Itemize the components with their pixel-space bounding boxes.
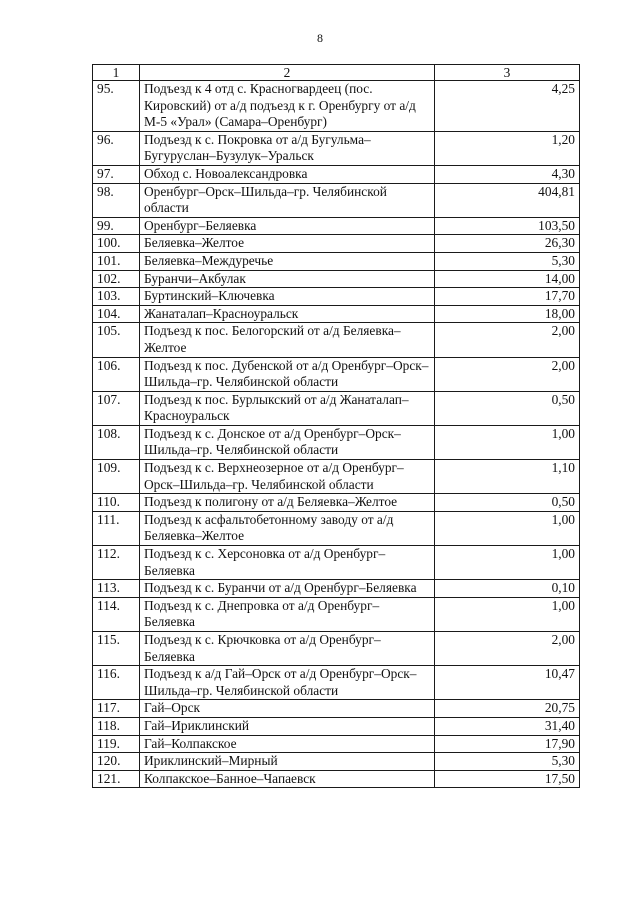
length-cell: 31,40 [435, 717, 580, 735]
row-number-cell: 103. [93, 288, 140, 306]
table-row [93, 753, 580, 771]
row-number-cell: 95. [93, 81, 140, 132]
road-name-cell: Подъезд к 4 отд с. Красногвардеец (пос. Кировский) от а/д подъезд к г. Оренбургу от а/д М-5 «Урал» (Самара–Оренбург) [140, 81, 435, 132]
length-cell: 103,50 [435, 217, 580, 235]
row-number-cell: 118. [93, 717, 140, 735]
road-name-cell: Оренбург–Орск–Шильда–гр. Челябинской области [140, 183, 435, 217]
length-cell: 1,00 [435, 546, 580, 580]
row-number-cell: 116. [93, 666, 140, 700]
table-row [93, 323, 580, 357]
length-cell: 20,75 [435, 700, 580, 718]
length-cell: 26,30 [435, 235, 580, 253]
row-number-cell: 107. [93, 391, 140, 425]
table-row [93, 165, 580, 183]
row-number-cell: 98. [93, 183, 140, 217]
road-name-cell: Жанаталап–Красноуральск [140, 305, 435, 323]
length-cell: 2,00 [435, 357, 580, 391]
table-row [93, 131, 580, 165]
road-name-cell: Подъезд к пос. Бурлыкский от а/д Жанаталап–Красноуральск [140, 391, 435, 425]
table-row [93, 425, 580, 459]
road-name-cell: Гай–Орск [140, 700, 435, 718]
road-name-cell: Буртинский–Ключевка [140, 288, 435, 306]
length-cell: 1,10 [435, 460, 580, 494]
row-number-cell: 105. [93, 323, 140, 357]
length-cell: 4,30 [435, 165, 580, 183]
length-cell: 404,81 [435, 183, 580, 217]
row-number-cell: 106. [93, 357, 140, 391]
row-number-cell: 121. [93, 770, 140, 788]
road-name-cell: Гай–Колпакское [140, 735, 435, 753]
row-number-cell: 115. [93, 632, 140, 666]
length-cell: 10,47 [435, 666, 580, 700]
row-number-cell: 111. [93, 511, 140, 545]
row-number-cell: 114. [93, 597, 140, 631]
table-row [93, 81, 580, 132]
table-row [93, 270, 580, 288]
length-cell: 0,10 [435, 580, 580, 598]
table-row [93, 305, 580, 323]
table-row [93, 494, 580, 512]
length-cell: 0,50 [435, 391, 580, 425]
length-cell: 4,25 [435, 81, 580, 132]
road-name-cell: Беляевка–Междуречье [140, 252, 435, 270]
length-cell: 17,90 [435, 735, 580, 753]
table-row [93, 183, 580, 217]
table-row [93, 632, 580, 666]
length-cell: 0,50 [435, 494, 580, 512]
length-cell: 18,00 [435, 305, 580, 323]
road-name-cell: Подъезд к с. Крючковка от а/д Оренбург–Беляевка [140, 632, 435, 666]
table-row [93, 770, 580, 788]
road-name-cell: Ириклинский–Мирный [140, 753, 435, 771]
table-row [93, 666, 580, 700]
row-number-cell: 97. [93, 165, 140, 183]
length-cell: 1,00 [435, 597, 580, 631]
table-row [93, 546, 580, 580]
table-row [93, 391, 580, 425]
road-name-cell: Оренбург–Беляевка [140, 217, 435, 235]
row-number-cell: 112. [93, 546, 140, 580]
row-number-cell: 109. [93, 460, 140, 494]
road-name-cell: Подъезд к с. Покровка от а/д Бугульма–Бугуруслан–Бузулук–Уральск [140, 131, 435, 165]
road-name-cell: Беляевка–Желтое [140, 235, 435, 253]
road-name-cell: Буранчи–Акбулак [140, 270, 435, 288]
table-row [93, 597, 580, 631]
length-cell: 14,00 [435, 270, 580, 288]
table-row [93, 357, 580, 391]
header-col-1: 1 [93, 65, 140, 81]
length-cell: 5,30 [435, 252, 580, 270]
table-row [93, 735, 580, 753]
length-cell: 5,30 [435, 753, 580, 771]
road-name-cell: Подъезд к с. Днепровка от а/д Оренбург–Беляевка [140, 597, 435, 631]
row-number-cell: 96. [93, 131, 140, 165]
table-row [93, 580, 580, 598]
road-name-cell: Подъезд к асфальтобетонному заводу от а/д Беляевка–Желтое [140, 511, 435, 545]
table-row [93, 288, 580, 306]
row-number-cell: 108. [93, 425, 140, 459]
header-row [93, 65, 580, 81]
table-row [93, 252, 580, 270]
table-row [93, 511, 580, 545]
table-row [93, 700, 580, 718]
length-cell: 2,00 [435, 323, 580, 357]
row-number-cell: 120. [93, 753, 140, 771]
page-number: 8 [317, 31, 323, 45]
table-row [93, 460, 580, 494]
road-name-cell: Подъезд к с. Верхнеозерное от а/д Оренбург–Орск–Шильда–гр. Челябинской области [140, 460, 435, 494]
row-number-cell: 113. [93, 580, 140, 598]
length-cell: 1,20 [435, 131, 580, 165]
length-cell: 2,00 [435, 632, 580, 666]
length-cell: 1,00 [435, 425, 580, 459]
road-name-cell: Подъезд к пос. Белогорский от а/д Беляевка–Желтое [140, 323, 435, 357]
road-name-cell: Подъезд к а/д Гай–Орск от а/д Оренбург–Орск–Шильда–гр. Челябинской области [140, 666, 435, 700]
length-cell: 17,70 [435, 288, 580, 306]
row-number-cell: 100. [93, 235, 140, 253]
row-number-cell: 102. [93, 270, 140, 288]
road-name-cell: Гай–Ириклинский [140, 717, 435, 735]
row-number-cell: 104. [93, 305, 140, 323]
road-name-cell: Обход с. Новоалександровка [140, 165, 435, 183]
road-name-cell: Подъезд к пос. Дубенской от а/д Оренбург–Орск–Шильда–гр. Челябинской области [140, 357, 435, 391]
length-cell: 1,00 [435, 511, 580, 545]
row-number-cell: 110. [93, 494, 140, 512]
road-name-cell: Подъезд к полигону от а/д Беляевка–Желтое [140, 494, 435, 512]
table-row [93, 717, 580, 735]
row-number-cell: 101. [93, 252, 140, 270]
table-row [93, 235, 580, 253]
length-cell: 17,50 [435, 770, 580, 788]
row-number-cell: 117. [93, 700, 140, 718]
header-col-3: 3 [435, 65, 580, 81]
road-name-cell: Подъезд к с. Буранчи от а/д Оренбург–Беляевка [140, 580, 435, 598]
roads-table [92, 64, 580, 788]
road-name-cell: Колпакское–Банное–Чапаевск [140, 770, 435, 788]
row-number-cell: 119. [93, 735, 140, 753]
header-col-2: 2 [140, 65, 435, 81]
road-name-cell: Подъезд к с. Херсоновка от а/д Оренбург–Беляевка [140, 546, 435, 580]
table-row [93, 217, 580, 235]
road-name-cell: Подъезд к с. Донское от а/д Оренбург–Орск–Шильда–гр. Челябинской области [140, 425, 435, 459]
row-number-cell: 99. [93, 217, 140, 235]
